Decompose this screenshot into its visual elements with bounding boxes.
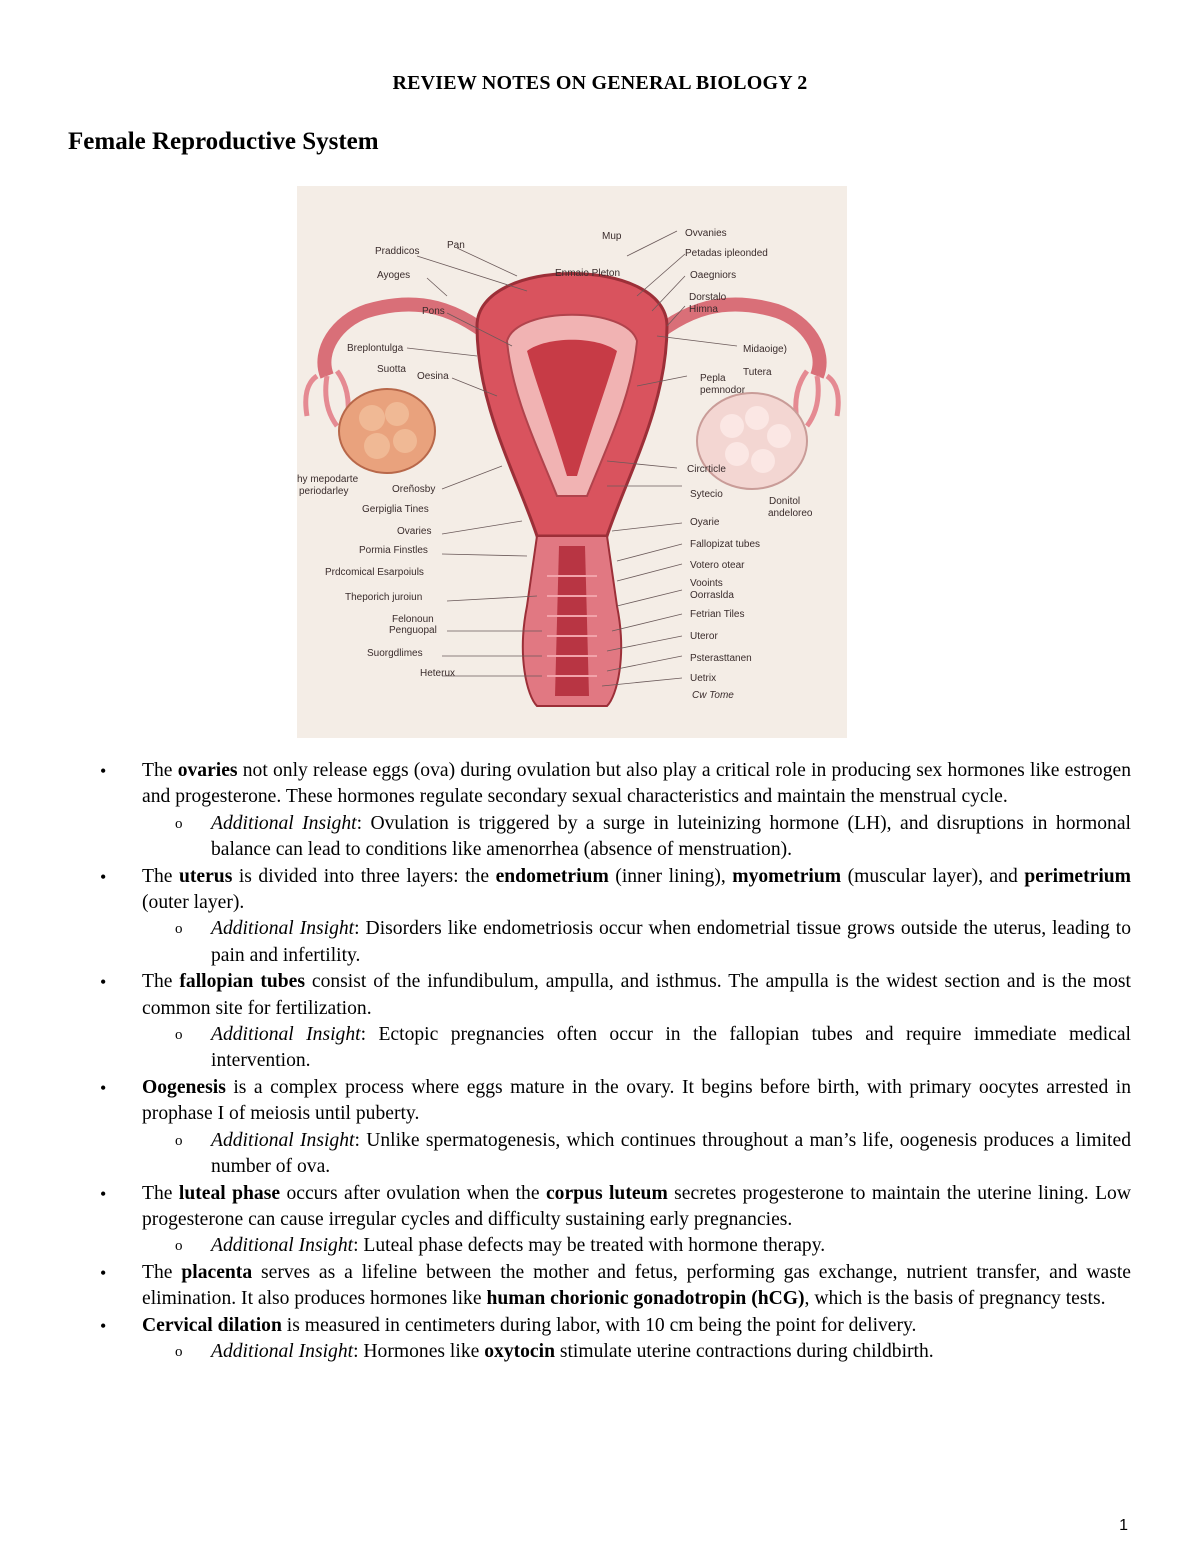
right-label: Petadas ipleonded: [685, 248, 768, 259]
left-label: Oesina: [417, 371, 449, 382]
bullet-marker: •: [100, 866, 107, 887]
right-label: Oorraslda: [690, 590, 734, 601]
left-label: Suorgdlimes: [367, 648, 423, 659]
text-run: : Unlike spermatogenesis, which continues throughout a man’s life, oogenesis produces a limited number of ova.: [211, 1129, 1131, 1178]
bold-term: endometrium: [495, 865, 609, 887]
right-label: Enmaio Pleton: [555, 268, 621, 279]
text-run: : Disorders like endometriosis occur when endometrial tissue grows outside the uterus, leading to pain and infertility.: [211, 918, 1132, 966]
right-label: Uteror: [690, 631, 718, 642]
sub-bullet-marker: o: [175, 1132, 183, 1149]
right-label: Circrticle: [687, 464, 726, 475]
left-label: hy mepodarte: [297, 474, 359, 485]
text-run: is divided into three layers: the: [232, 865, 496, 887]
bullet-list: [0, 758, 1200, 1365]
right-label: Himna: [689, 304, 718, 315]
sub-bullet-marker: o: [175, 1027, 183, 1044]
left-label: Pan: [447, 240, 465, 251]
right-label: Fetrian Tiles: [690, 609, 745, 620]
text-run: : Luteal phase defects may be treated with hormone therapy.: [353, 1235, 826, 1257]
artist-signature: Cw Tome: [692, 690, 734, 701]
bold-term: placenta: [181, 1261, 253, 1283]
bold-term: luteal phase: [178, 1182, 281, 1204]
text-run: is a complex process where eggs mature in the ovary. It begins before birth, with primary oocytes arrested in prophase I of meiosis until puberty.: [142, 1076, 1131, 1125]
bullet-item: [0, 1313, 1200, 1339]
left-label: Praddicos: [375, 246, 420, 257]
bullet-item: [0, 864, 1200, 917]
bold-term: uterus: [178, 865, 233, 887]
text-run: : Hormones like: [353, 1340, 485, 1362]
sub-bullet-item: [0, 1233, 1200, 1259]
bullet-item: [0, 1075, 1200, 1128]
right-label: Uetrix: [690, 673, 717, 684]
right-label: Oaegniors: [690, 270, 737, 281]
text-run: The: [142, 760, 178, 781]
left-label: Pons: [422, 306, 445, 317]
text-run: The: [142, 865, 179, 887]
bullet-item: [0, 758, 1200, 811]
bullet-item: [0, 1181, 1200, 1234]
sub-bullet-marker: o: [175, 1343, 183, 1360]
text-run: (inner lining),: [608, 865, 733, 887]
bullet-marker: •: [100, 1262, 107, 1283]
right-label: Midaoige): [743, 344, 787, 355]
italic-term: Additional Insight: [211, 1024, 361, 1046]
page-number: 1: [1119, 1517, 1128, 1534]
left-label: Prdcomical Esarpoiuls: [325, 567, 424, 578]
left-label: Suotta: [377, 364, 406, 375]
italic-term: Additional Insight: [211, 918, 355, 940]
text-run: The: [142, 1261, 182, 1283]
left-label: Gerpiglia Tines: [362, 504, 429, 515]
italic-term: Additional Insight: [211, 1235, 354, 1257]
right-label: Donitol: [769, 496, 801, 507]
left-label: Penguopal: [389, 625, 437, 636]
left-label: Felonoun: [392, 614, 434, 625]
text-run: occurs after ovulation when the: [280, 1182, 546, 1204]
section-heading: Female Reproductive System: [68, 128, 379, 155]
right-label: Mup: [602, 231, 622, 242]
sub-bullet-item: [0, 916, 1200, 969]
right-label: Sytecio: [690, 489, 723, 500]
bold-term: ovaries: [177, 760, 238, 781]
text-run: : Ovulation is triggered by a surge in luteinizing hormone (LH), and disruptions in hormonal balance can lead to conditions like amenorrhea (absence of menstruation).: [211, 812, 1131, 861]
right-label: Dorstalo: [689, 292, 727, 303]
right-label: Oyarie: [690, 517, 720, 528]
uterus-illustration-svg: [297, 186, 847, 738]
page-title: REVIEW NOTES ON GENERAL BIOLOGY 2: [392, 72, 808, 94]
text-run: not only release eggs (ova) during ovulation but also play a critical role in producing sex hormones like estrogen and progesterone. These hormones regulate secondary sexual characteristics and maintain the menstrual cycle.: [142, 760, 1131, 808]
bold-term: oxytocin: [484, 1340, 555, 1362]
left-label: Pormia Finstles: [359, 545, 428, 556]
right-label: Ovvanies: [685, 228, 727, 239]
italic-term: Additional Insight: [211, 812, 357, 834]
bold-term: Cervical dilation: [142, 1314, 282, 1336]
left-label: Heterux: [420, 668, 456, 679]
left-label: periodarley: [299, 486, 349, 497]
right-label: pemnodor: [700, 385, 746, 396]
sub-bullet-item: [0, 1022, 1200, 1075]
text-run: The: [142, 971, 180, 993]
right-label: andeloreo: [768, 508, 813, 519]
sub-bullet-marker: o: [175, 815, 183, 832]
italic-term: Additional Insight: [211, 1129, 355, 1151]
bullet-marker: •: [100, 1183, 107, 1204]
bold-term: human chorionic gonadotropin (hCG): [486, 1288, 805, 1310]
right-label: Pepla: [700, 373, 726, 384]
bullet-marker: •: [100, 1315, 107, 1336]
sub-bullet-item: [0, 1339, 1200, 1365]
text-run: is measured in centimeters during labor, with 10 cm being the point for delivery.: [281, 1314, 917, 1336]
right-label: Tutera: [743, 367, 772, 378]
left-label: Ayoges: [377, 270, 411, 281]
bullet-item: [0, 1260, 1200, 1313]
right-label: Vooints: [690, 578, 723, 589]
left-label: Breplontulga: [347, 343, 404, 354]
text-run: (outer layer).: [142, 892, 245, 914]
bold-term: myometrium: [732, 865, 842, 887]
bold-term: fallopian tubes: [179, 971, 305, 993]
bullet-marker: •: [100, 761, 107, 781]
uterus-illustration: [297, 186, 847, 738]
text-run: The: [142, 1182, 179, 1204]
sub-bullet-marker: o: [175, 1238, 183, 1255]
right-label: Fallopizat tubes: [690, 539, 761, 550]
text-run: stimulate uterine contractions during childbirth.: [554, 1340, 934, 1362]
sub-bullet-item: [0, 811, 1200, 864]
text-run: secretes progesterone to maintain the uterine lining. Low progesterone can cause irregular cycles and difficulty sustaining early pregnancies.: [142, 1182, 1131, 1230]
text-run: , which is the basis of pregnancy tests.: [804, 1288, 1106, 1310]
bullet-marker: •: [100, 1077, 107, 1098]
left-label: Oreñosby: [392, 484, 436, 495]
bold-term: corpus luteum: [545, 1182, 668, 1204]
bullet-item: [0, 969, 1200, 1022]
sub-bullet-item: [0, 1128, 1200, 1181]
italic-term: Additional Insight: [211, 1340, 354, 1362]
right-label: Votero otear: [690, 560, 745, 571]
text-run: consist of the infundibulum, ampulla, and isthmus. The ampulla is the widest section and is the most common site for fertilization.: [142, 971, 1131, 1019]
left-label: Ovaries: [397, 526, 432, 537]
bullet-marker: •: [100, 972, 107, 993]
bold-term: Oogenesis: [142, 1076, 226, 1098]
left-label: Theporich juroiun: [345, 592, 423, 603]
bold-term: perimetrium: [1024, 865, 1131, 887]
sub-bullet-marker: o: [175, 921, 183, 938]
text-run: : Ectopic pregnancies often occur in the fallopian tubes and require immediate medical intervention.: [211, 1024, 1131, 1072]
text-run: serves as a lifeline between the mother and fetus, performing gas exchange, nutrient transfer, and waste elimination. It also produces hormones like: [142, 1261, 1131, 1310]
text-run: (muscular layer), and: [841, 865, 1025, 887]
right-label: Psterasttanen: [690, 653, 752, 664]
